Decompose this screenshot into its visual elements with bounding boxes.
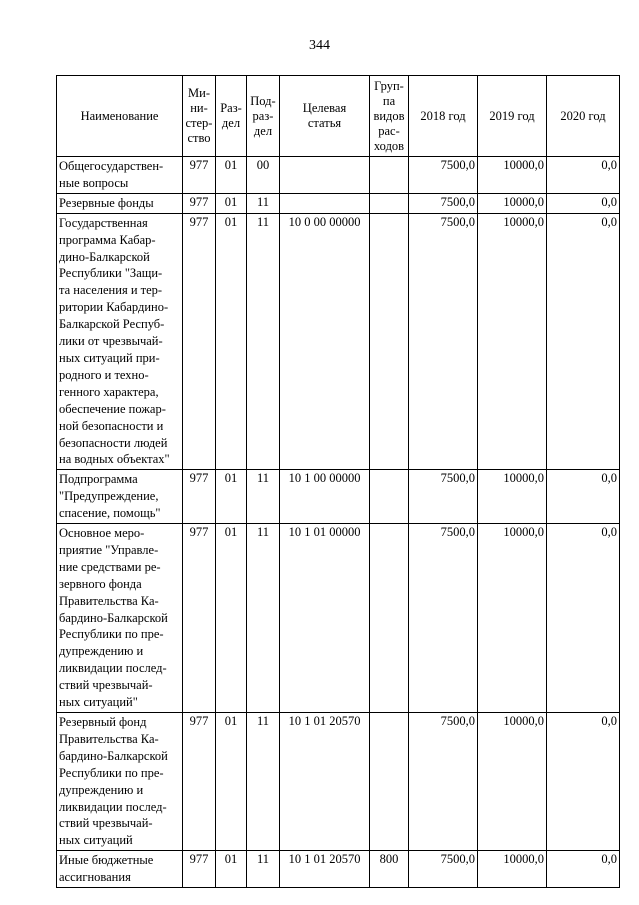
table-row	[57, 157, 620, 194]
row-2020: 0,0	[547, 213, 620, 470]
row-ministry: 977	[183, 713, 216, 851]
row-subsection: 11	[247, 524, 280, 713]
row-name: Подпрограмма "Предупреждение, спасение, помощь"	[57, 470, 183, 524]
row-ministry: 977	[183, 851, 216, 888]
row-name: Государственная программа Кабар- дино-Балкарской Республики "Защи- та населения и тер- ритории Кабардино- Балкарской Респуб- лики от чрезвычай- ных ситуаций при- родного и техно- генного характера, обеспечение пожар- ной безопасности и безопасности людей на водных объектах"	[57, 213, 183, 470]
row-2019: 10000,0	[478, 713, 547, 851]
row-2018: 7500,0	[409, 470, 478, 524]
row-2018: 7500,0	[409, 524, 478, 713]
row-2018: 7500,0	[409, 193, 478, 213]
table-row	[57, 524, 620, 713]
row-subsection: 11	[247, 851, 280, 888]
row-target	[280, 193, 370, 213]
row-ministry: 977	[183, 524, 216, 713]
table-row	[57, 193, 620, 213]
row-expense-group	[370, 193, 409, 213]
row-2018: 7500,0	[409, 213, 478, 470]
row-subsection: 11	[247, 470, 280, 524]
row-name: Иные бюджетные ассигнования	[57, 851, 183, 888]
row-2019: 10000,0	[478, 524, 547, 713]
table-row	[57, 851, 620, 888]
row-2019: 10000,0	[478, 157, 547, 194]
row-expense-group	[370, 157, 409, 194]
header-subsection: Под- раз- дел	[247, 76, 280, 157]
row-section: 01	[216, 193, 247, 213]
row-expense-group	[370, 213, 409, 470]
row-name: Основное меро- приятие "Управле- ние средствами ре- зервного фонда Правительства Ка- бардино-Балкарской Республики по пре- дупреждению и ликвидации послед- ствий чрезвычай- ных ситуаций"	[57, 524, 183, 713]
table-header-row	[57, 76, 620, 157]
row-section: 01	[216, 213, 247, 470]
header-expense-group: Груп- па видов рас- ходов	[370, 76, 409, 157]
row-subsection: 11	[247, 713, 280, 851]
header-section: Раз- дел	[216, 76, 247, 157]
row-name: Резервный фонд Правительства Ка- бардино-Балкарской Республики по пре- дупреждению и ликвидации послед- ствий чрезвычай- ных ситуаций	[57, 713, 183, 851]
row-section: 01	[216, 851, 247, 888]
header-ministry: Ми- ни- стер- ство	[183, 76, 216, 157]
row-ministry: 977	[183, 213, 216, 470]
row-target: 10 1 00 00000	[280, 470, 370, 524]
row-target: 10 1 01 20570	[280, 713, 370, 851]
row-subsection: 11	[247, 193, 280, 213]
row-section: 01	[216, 157, 247, 194]
row-2019: 10000,0	[478, 193, 547, 213]
row-2018: 7500,0	[409, 157, 478, 194]
table-row	[57, 470, 620, 524]
header-2018: 2018 год	[409, 76, 478, 157]
row-2020: 0,0	[547, 157, 620, 194]
row-target	[280, 157, 370, 194]
row-ministry: 977	[183, 470, 216, 524]
row-expense-group	[370, 713, 409, 851]
row-expense-group	[370, 524, 409, 713]
header-2020: 2020 год	[547, 76, 620, 157]
header-name: Наименование	[57, 76, 183, 157]
row-2020: 0,0	[547, 851, 620, 888]
row-target: 10 1 01 20570	[280, 851, 370, 888]
table-row	[57, 713, 620, 851]
row-subsection: 00	[247, 157, 280, 194]
row-ministry: 977	[183, 157, 216, 194]
row-target: 10 0 00 00000	[280, 213, 370, 470]
row-2019: 10000,0	[478, 213, 547, 470]
row-2020: 0,0	[547, 713, 620, 851]
row-expense-group: 800	[370, 851, 409, 888]
row-target: 10 1 01 00000	[280, 524, 370, 713]
row-2019: 10000,0	[478, 851, 547, 888]
table-row	[57, 213, 620, 470]
row-section: 01	[216, 470, 247, 524]
row-2020: 0,0	[547, 193, 620, 213]
row-ministry: 977	[183, 193, 216, 213]
row-2020: 0,0	[547, 524, 620, 713]
row-2019: 10000,0	[478, 470, 547, 524]
row-section: 01	[216, 713, 247, 851]
row-name: Общегосударствен- ные вопросы	[57, 157, 183, 194]
header-2019: 2019 год	[478, 76, 547, 157]
row-section: 01	[216, 524, 247, 713]
budget-table	[56, 75, 620, 888]
header-target: Целевая статья	[280, 76, 370, 157]
row-name: Резервные фонды	[57, 193, 183, 213]
row-2018: 7500,0	[409, 851, 478, 888]
table-body	[57, 157, 620, 888]
row-2018: 7500,0	[409, 713, 478, 851]
row-2020: 0,0	[547, 470, 620, 524]
row-subsection: 11	[247, 213, 280, 470]
row-expense-group	[370, 470, 409, 524]
page-number: 344	[309, 38, 330, 53]
